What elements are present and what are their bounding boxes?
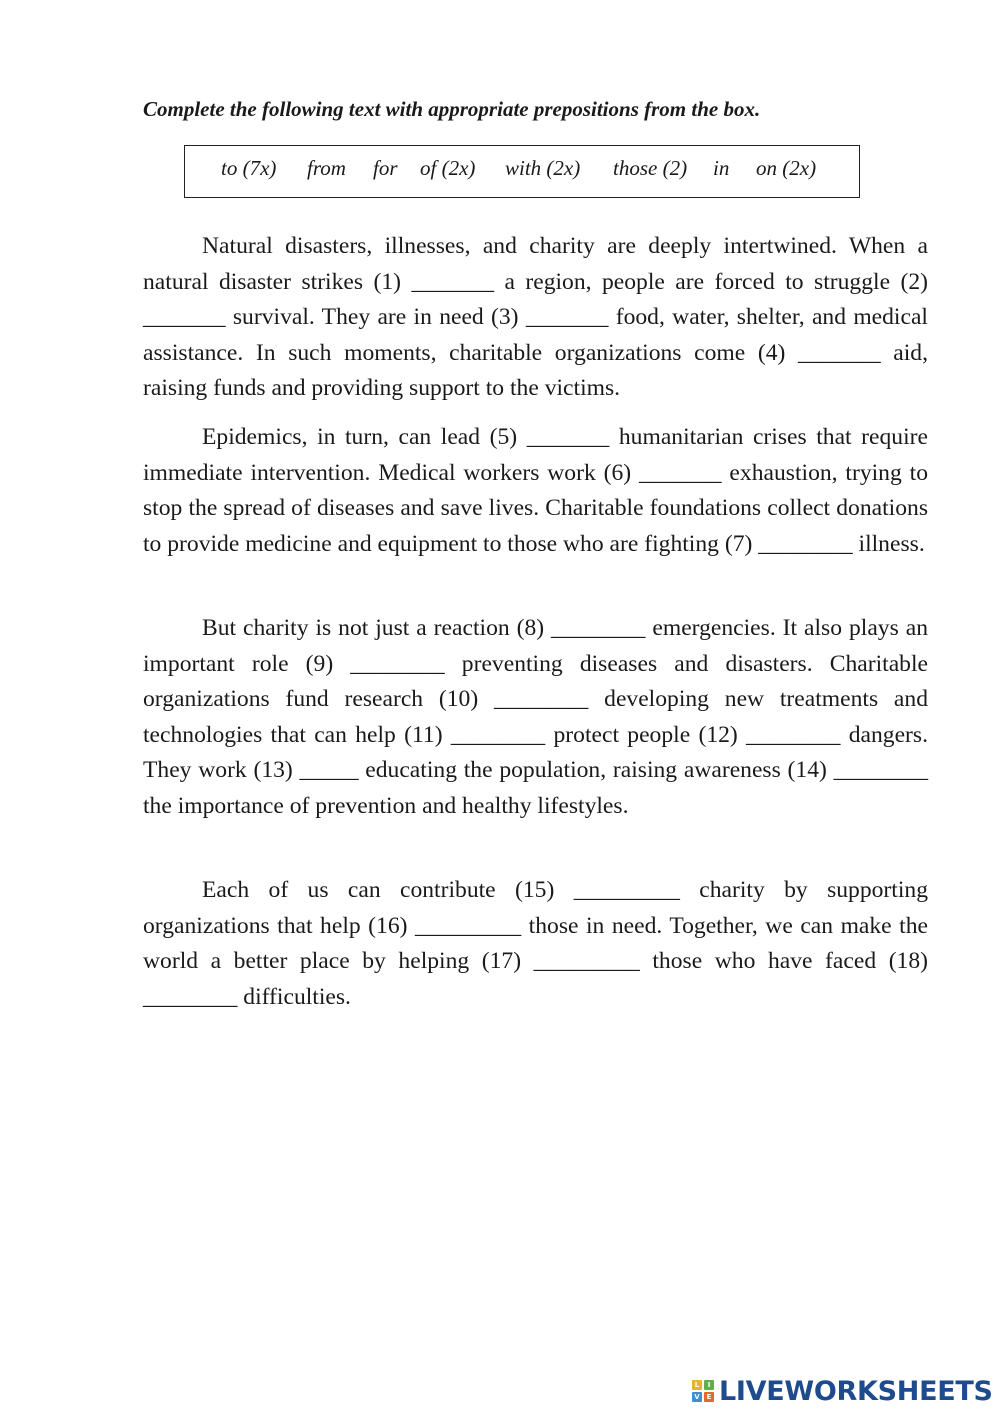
instruction-heading: Complete the following text with appropriate prepositions from the box. — [143, 97, 761, 121]
logo-text: LIVEWORKSHEETS — [719, 1375, 993, 1407]
logo-block: L — [692, 1380, 702, 1390]
word-option: with (2x) — [505, 156, 581, 180]
word-option: from — [307, 156, 346, 180]
paragraph-3 — [143, 611, 928, 824]
paragraph-4 — [143, 873, 928, 1015]
word-option: on (2x) — [756, 156, 817, 180]
word-option: for — [373, 156, 398, 180]
word-option: those (2) — [613, 156, 688, 180]
paragraph-text: Natural disasters, illnesses, and charity are deeply intertwined. When a natural disaster strikes (1) _______ a region, people are forced to struggle (2) _______ survival. They are in need (3) _______ food, water, shelter, and medical assistance. In such moments, charitable organizations come (4) _______ aid, raising funds and providing support to the victims. — [143, 233, 928, 401]
word-box — [184, 145, 860, 198]
word-option: to (7x) — [221, 156, 277, 180]
paragraph-text: Each of us can contribute (15) _________ charity by supporting organizations that help (16) _________ those in need. Together, we can make the world a better place by helping (17) _________ those who have faced (18) ________ difficulties. — [143, 877, 928, 1010]
liveworksheets-logo — [692, 1373, 993, 1409]
paragraph-2 — [143, 420, 928, 562]
logo-block: V — [692, 1392, 702, 1402]
logo-blocks-icon — [692, 1380, 714, 1402]
word-option: of (2x) — [420, 156, 476, 180]
word-option: in — [713, 156, 730, 180]
logo-block: E — [704, 1392, 714, 1402]
paragraph-1 — [143, 229, 928, 407]
logo-block: I — [704, 1380, 714, 1390]
paragraph-text: But charity is not just a reaction (8) ________ emergencies. It also plays an important role (9) ________ preventing diseases and disasters. Charitable organizations fund research (10) ________ developing new treatments and technologies that can help (11) ________ protect people (12) ________ dangers. They work (13) _____ educating the population, raising awareness (14) ________ the importance of prevention and healthy lifestyles. — [143, 615, 928, 819]
paragraph-text: Epidemics, in turn, can lead (5) _______ humanitarian crises that require immediate intervention. Medical workers work (6) _______ exhaustion, trying to stop the spread of diseases and save lives. Charitable foundations collect donations to provide medicine and equipment to those who are fighting (7) ________ illness. — [143, 424, 928, 557]
